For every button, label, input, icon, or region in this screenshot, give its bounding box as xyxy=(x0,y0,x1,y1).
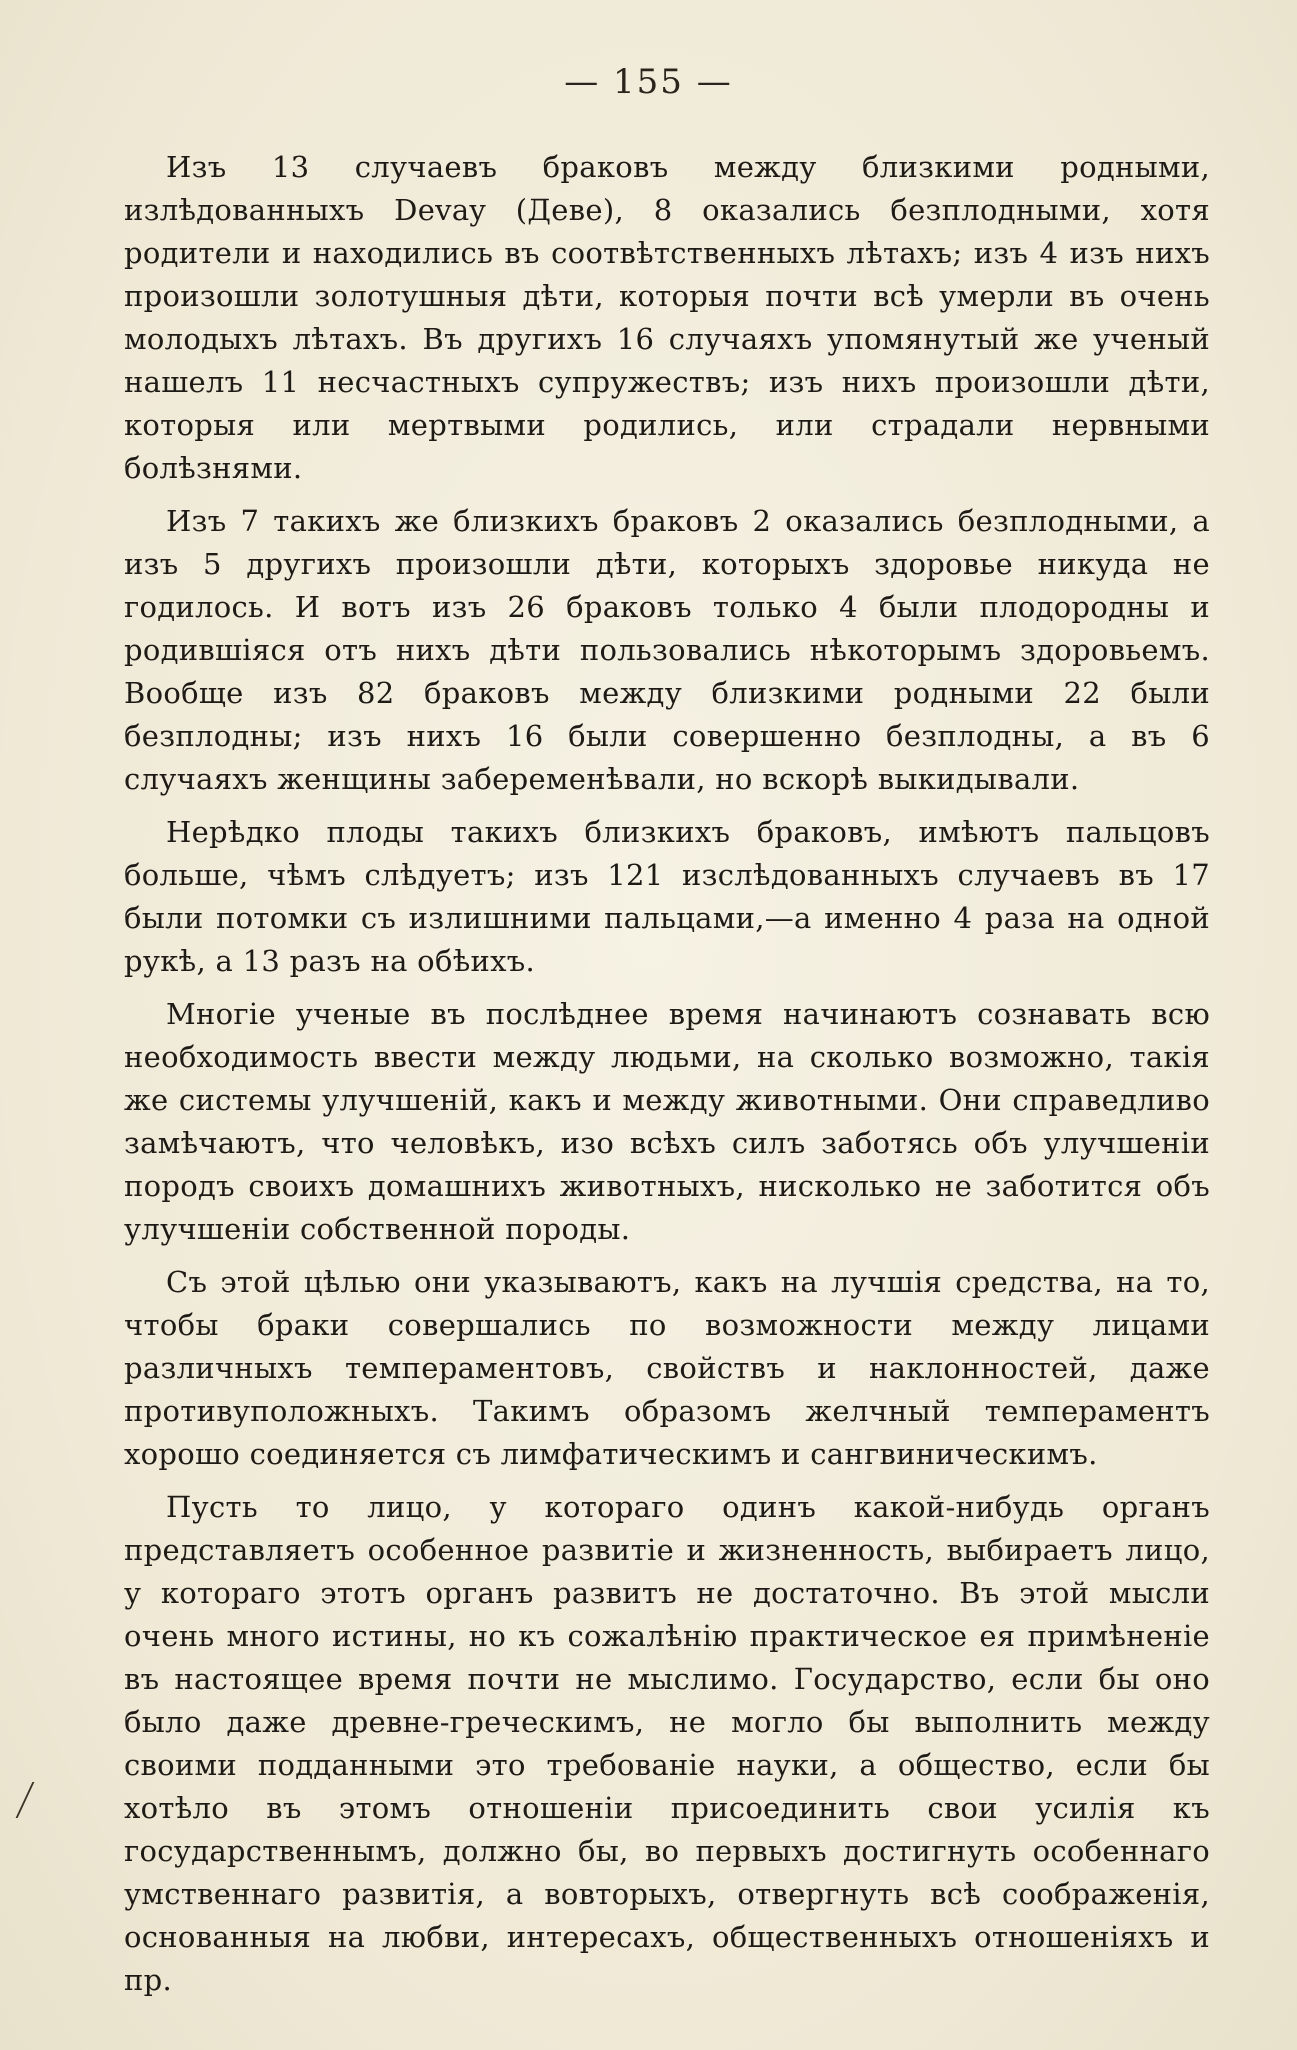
paragraph: Нерѣдко плоды такихъ близкихъ браковъ, имѣютъ пальцовъ больше, чѣмъ слѣдуетъ; изъ 121 изслѣдованныхъ случаевъ въ 17 были потомки съ излишними пальцами,—а именно 4 раза на одной рукѣ, а 13 разъ на обѣихъ. xyxy=(124,815,1210,978)
body-text xyxy=(124,146,1210,2012)
paragraph: Съ этой цѣлью они указываютъ, какъ на лучшія средства, на то, чтобы браки совершались по возможности между лицами различныхъ темпераментовъ, свойствъ и наклонностей, даже противуположныхъ. Такимъ образомъ желчный темпераментъ хорошо соединяется съ лимфатическимъ и сангвиническимъ. xyxy=(124,1265,1210,1471)
paragraph: Многіе ученые въ послѣднее время начинаютъ сознавать всю необходимость ввести между людьми, на сколько возможно, такія же системы улучшеній, какъ и между животными. Они справедливо замѣчаютъ, что человѣкъ, изо всѣхъ силъ заботясь объ улучшеніи породъ своихъ домашнихъ животныхъ, нисколько не заботится объ улучшеніи собственной породы. xyxy=(124,997,1210,1246)
paragraph: Изъ 13 случаевъ браковъ между близкими родными, излѣдованныхъ Devay (Деве), 8 оказались безплодными, хотя родители и находились въ соотвѣтственныхъ лѣтахъ; изъ 4 изъ нихъ произошли золотушныя дѣти, которыя почти всѣ умерли въ очень молодыхъ лѣтахъ. Въ другихъ 16 случаяхъ упомянутый же ученый нашелъ 11 несчастныхъ супружествъ; изъ нихъ произошли дѣти, которыя или мертвыми родились, или страдали нервными болѣзнями. xyxy=(124,150,1210,485)
page-number: — 155 — xyxy=(564,62,733,102)
margin-pencil-mark xyxy=(16,1782,49,1818)
paragraph: Изъ 7 такихъ же близкихъ браковъ 2 оказались безплодными, а изъ 5 другихъ произошли дѣти, которыхъ здоровье никуда не годилось. И вотъ изъ 26 браковъ только 4 были плодородны и родившіяся отъ нихъ дѣти пользовались нѣкоторымъ здоровьемъ. Вообще изъ 82 браковъ между близкими родными 22 были безплодны; изъ нихъ 16 были совершенно безплодны, а въ 6 случаяхъ женщины забеременѣвали, но вскорѣ выкидывали. xyxy=(124,504,1210,796)
paragraph: Пусть то лицо, у котораго одинъ какой-нибудь органъ представляетъ особенное развитіе и жизненность, выбираетъ лицо, у котораго этотъ органъ развитъ не достаточно. Въ этой мысли очень много истины, но къ сожалѣнію практическое ея примѣненіе въ настоящее время почти не мыслимо. Государство, если бы оно было даже древне-греческимъ, не могло бы выполнить между своими подданными это требованіе науки, а общество, если бы хотѣло въ этомъ отношеніи присоединить свои усилія къ государственнымъ, должно бы, во первыхъ достигнуть особеннаго умственнаго развитія, а вовторыхъ, отвергнуть всѣ соображенія, основанныя на любви, интересахъ, общественныхъ отношеніяхъ и пр. xyxy=(124,1490,1210,1997)
